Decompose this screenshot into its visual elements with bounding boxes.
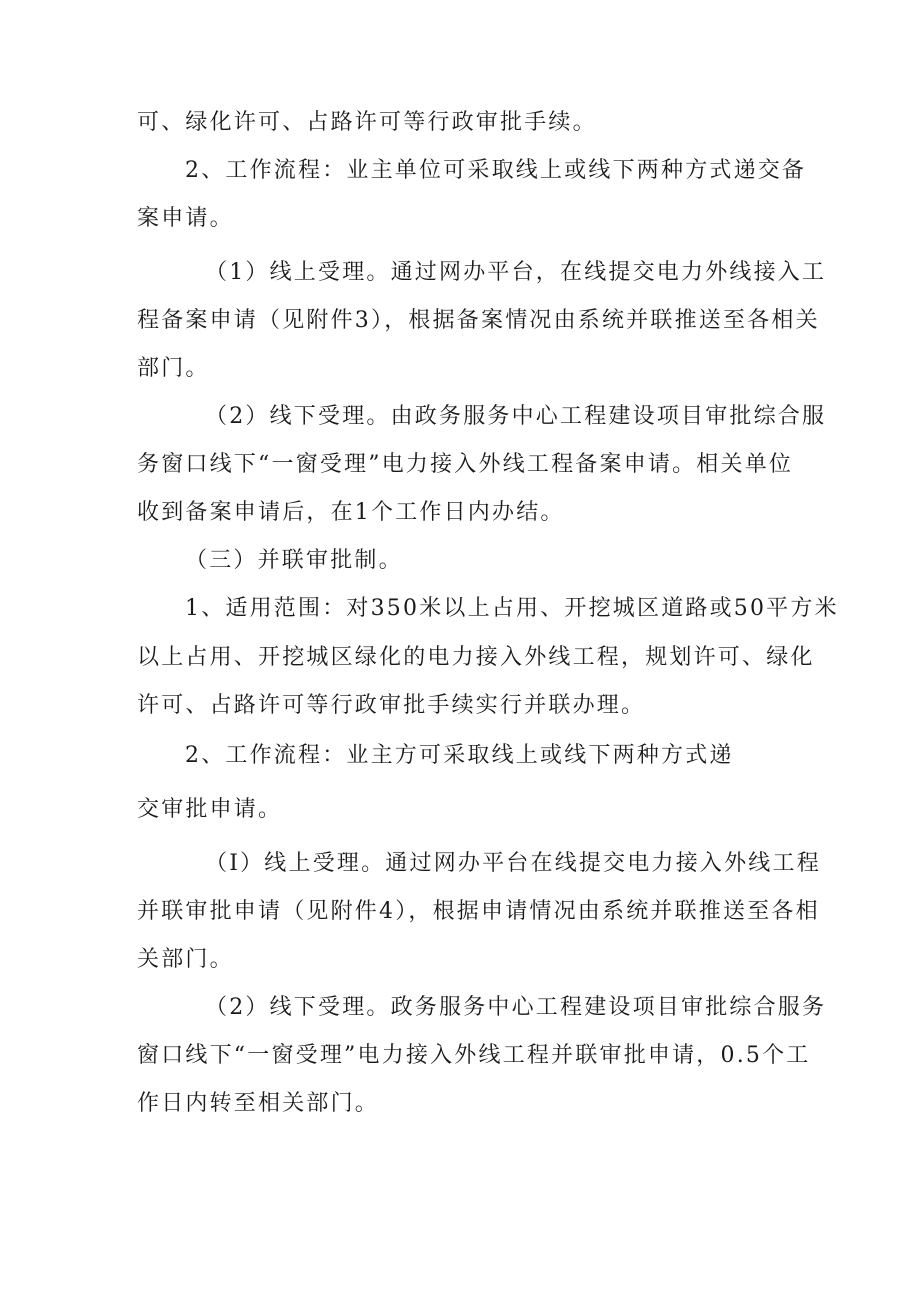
text-line: 收到备案申请后，在1个工作日内办结。 <box>137 500 565 525</box>
text-line: 并联审批申请（见附件4），根据申请情况由系统并联推送至各相 <box>137 899 820 924</box>
text-line: 程备案申请（见附件3），根据备案情况由系统并联推送至各相关 <box>137 308 820 333</box>
text-line: 务窗口线下“一窗受理”电力接入外线工程备案申请。相关单位 <box>137 452 794 477</box>
text-line: 可、绿化许可、占路许可等行政审批手续。 <box>137 110 597 135</box>
text-line: 1、适用范围：对350米以上占用、开挖城区道路或50平方米 <box>185 596 839 621</box>
text-line: 作日内转至相关部门。 <box>137 1091 380 1116</box>
text-line: 许可、占路许可等行政审批手续实行并联办理。 <box>137 693 646 718</box>
text-line: （I）线上受理。通过网办平台在线提交电力接入外线工程 <box>205 851 821 876</box>
text-line: （2）线下受理。由政务服务中心工程建设项目审批综合服 <box>205 404 827 429</box>
text-line: 关部门。 <box>137 947 234 972</box>
text-line: 部门。 <box>137 356 210 381</box>
text-line: 2、工作流程：业主单位可采取线上或线下两种方式递交备 <box>185 158 807 183</box>
text-line: （1）线上受理。通过网办平台，在线提交电力外线接入工 <box>205 260 827 285</box>
section-heading: （三）并联审批制。 <box>185 548 403 573</box>
text-line: 窗口线下“一窗受理”电力接入外线工程并联审批申请，0.5个工 <box>137 1043 811 1068</box>
text-line: 2、工作流程：业主方可采取线上或线下两种方式递 <box>185 743 734 768</box>
text-line: （2）线下受理。政务服务中心工程建设项目审批综合服务 <box>205 995 827 1020</box>
text-line: 交审批申请。 <box>137 797 283 822</box>
text-line: 案申请。 <box>137 206 234 231</box>
text-line: 以上占用、开挖城区绿化的电力接入外线工程，规划许可、绿化 <box>137 645 815 670</box>
